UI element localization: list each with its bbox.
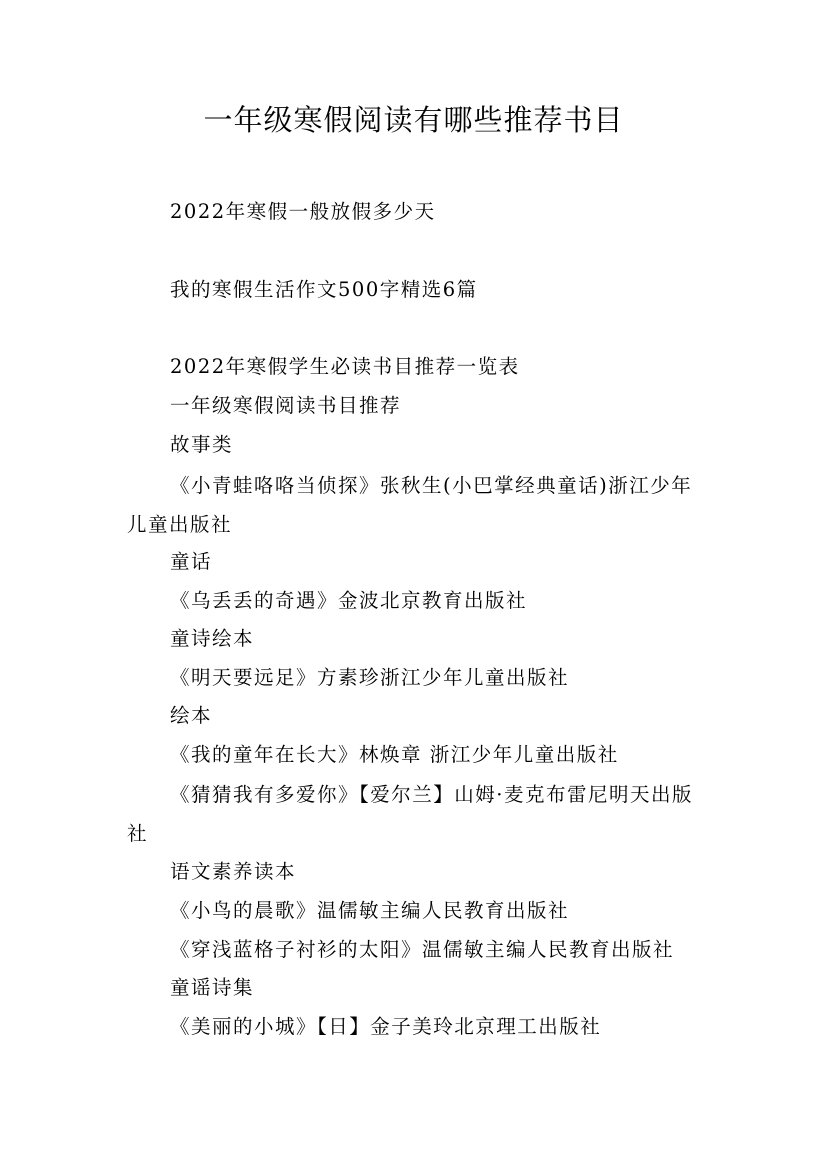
page-title: 一年级寒假阅读有哪些推荐书目 [203,103,624,137]
book-entry-bird-morning-song: 《小鸟的晨歌》温儒敏主编人民教育出版社 [170,899,570,922]
text-line-vacation-days: 2022年寒假一般放假多少天 [170,200,436,223]
book-entry-wudiudiu: 《乌丢丢的奇遇》金波北京教育出版社 [170,589,528,612]
category-picture-book: 绘本 [170,704,213,727]
category-fairy-tale: 童话 [170,550,213,573]
book-entry-beautiful-town: 《美丽的小城》【日】金子美玲北京理工出版社 [170,1015,602,1038]
category-story: 故事类 [170,433,234,456]
text-line-booklist-2022: 2022年寒假学生必读书目推荐一览表 [170,355,520,378]
book-entry-blue-shirt-sun: 《穿浅蓝格子衬衫的太阳》温儒敏主编人民教育出版社 [170,938,675,961]
text-line-essay: 我的寒假生活作文500字精选6篇 [170,278,478,301]
text-line-grade1-recommend: 一年级寒假阅读书目推荐 [170,394,402,417]
category-chinese-literacy: 语文素养读本 [170,860,297,883]
book-entry-tomorrow-hike: 《明天要远足》方素珍浙江少年儿童出版社 [170,666,570,689]
book-entry-guess-how-much: 《猜猜我有多爱你》【爱尔兰】山姆·麦克布雷尼明天出版社 [127,783,693,845]
book-entry-my-childhood: 《我的童年在长大》林焕章 浙江少年儿童出版社 [170,743,619,766]
category-poetry-picture-book: 童诗绘本 [170,627,255,650]
category-nursery-rhymes: 童谣诗集 [170,976,255,999]
book-entry-frog-detective: 《小青蛙咯咯当侦探》张秋生(小巴掌经典童话)浙江少年儿童出版社 [127,474,693,536]
